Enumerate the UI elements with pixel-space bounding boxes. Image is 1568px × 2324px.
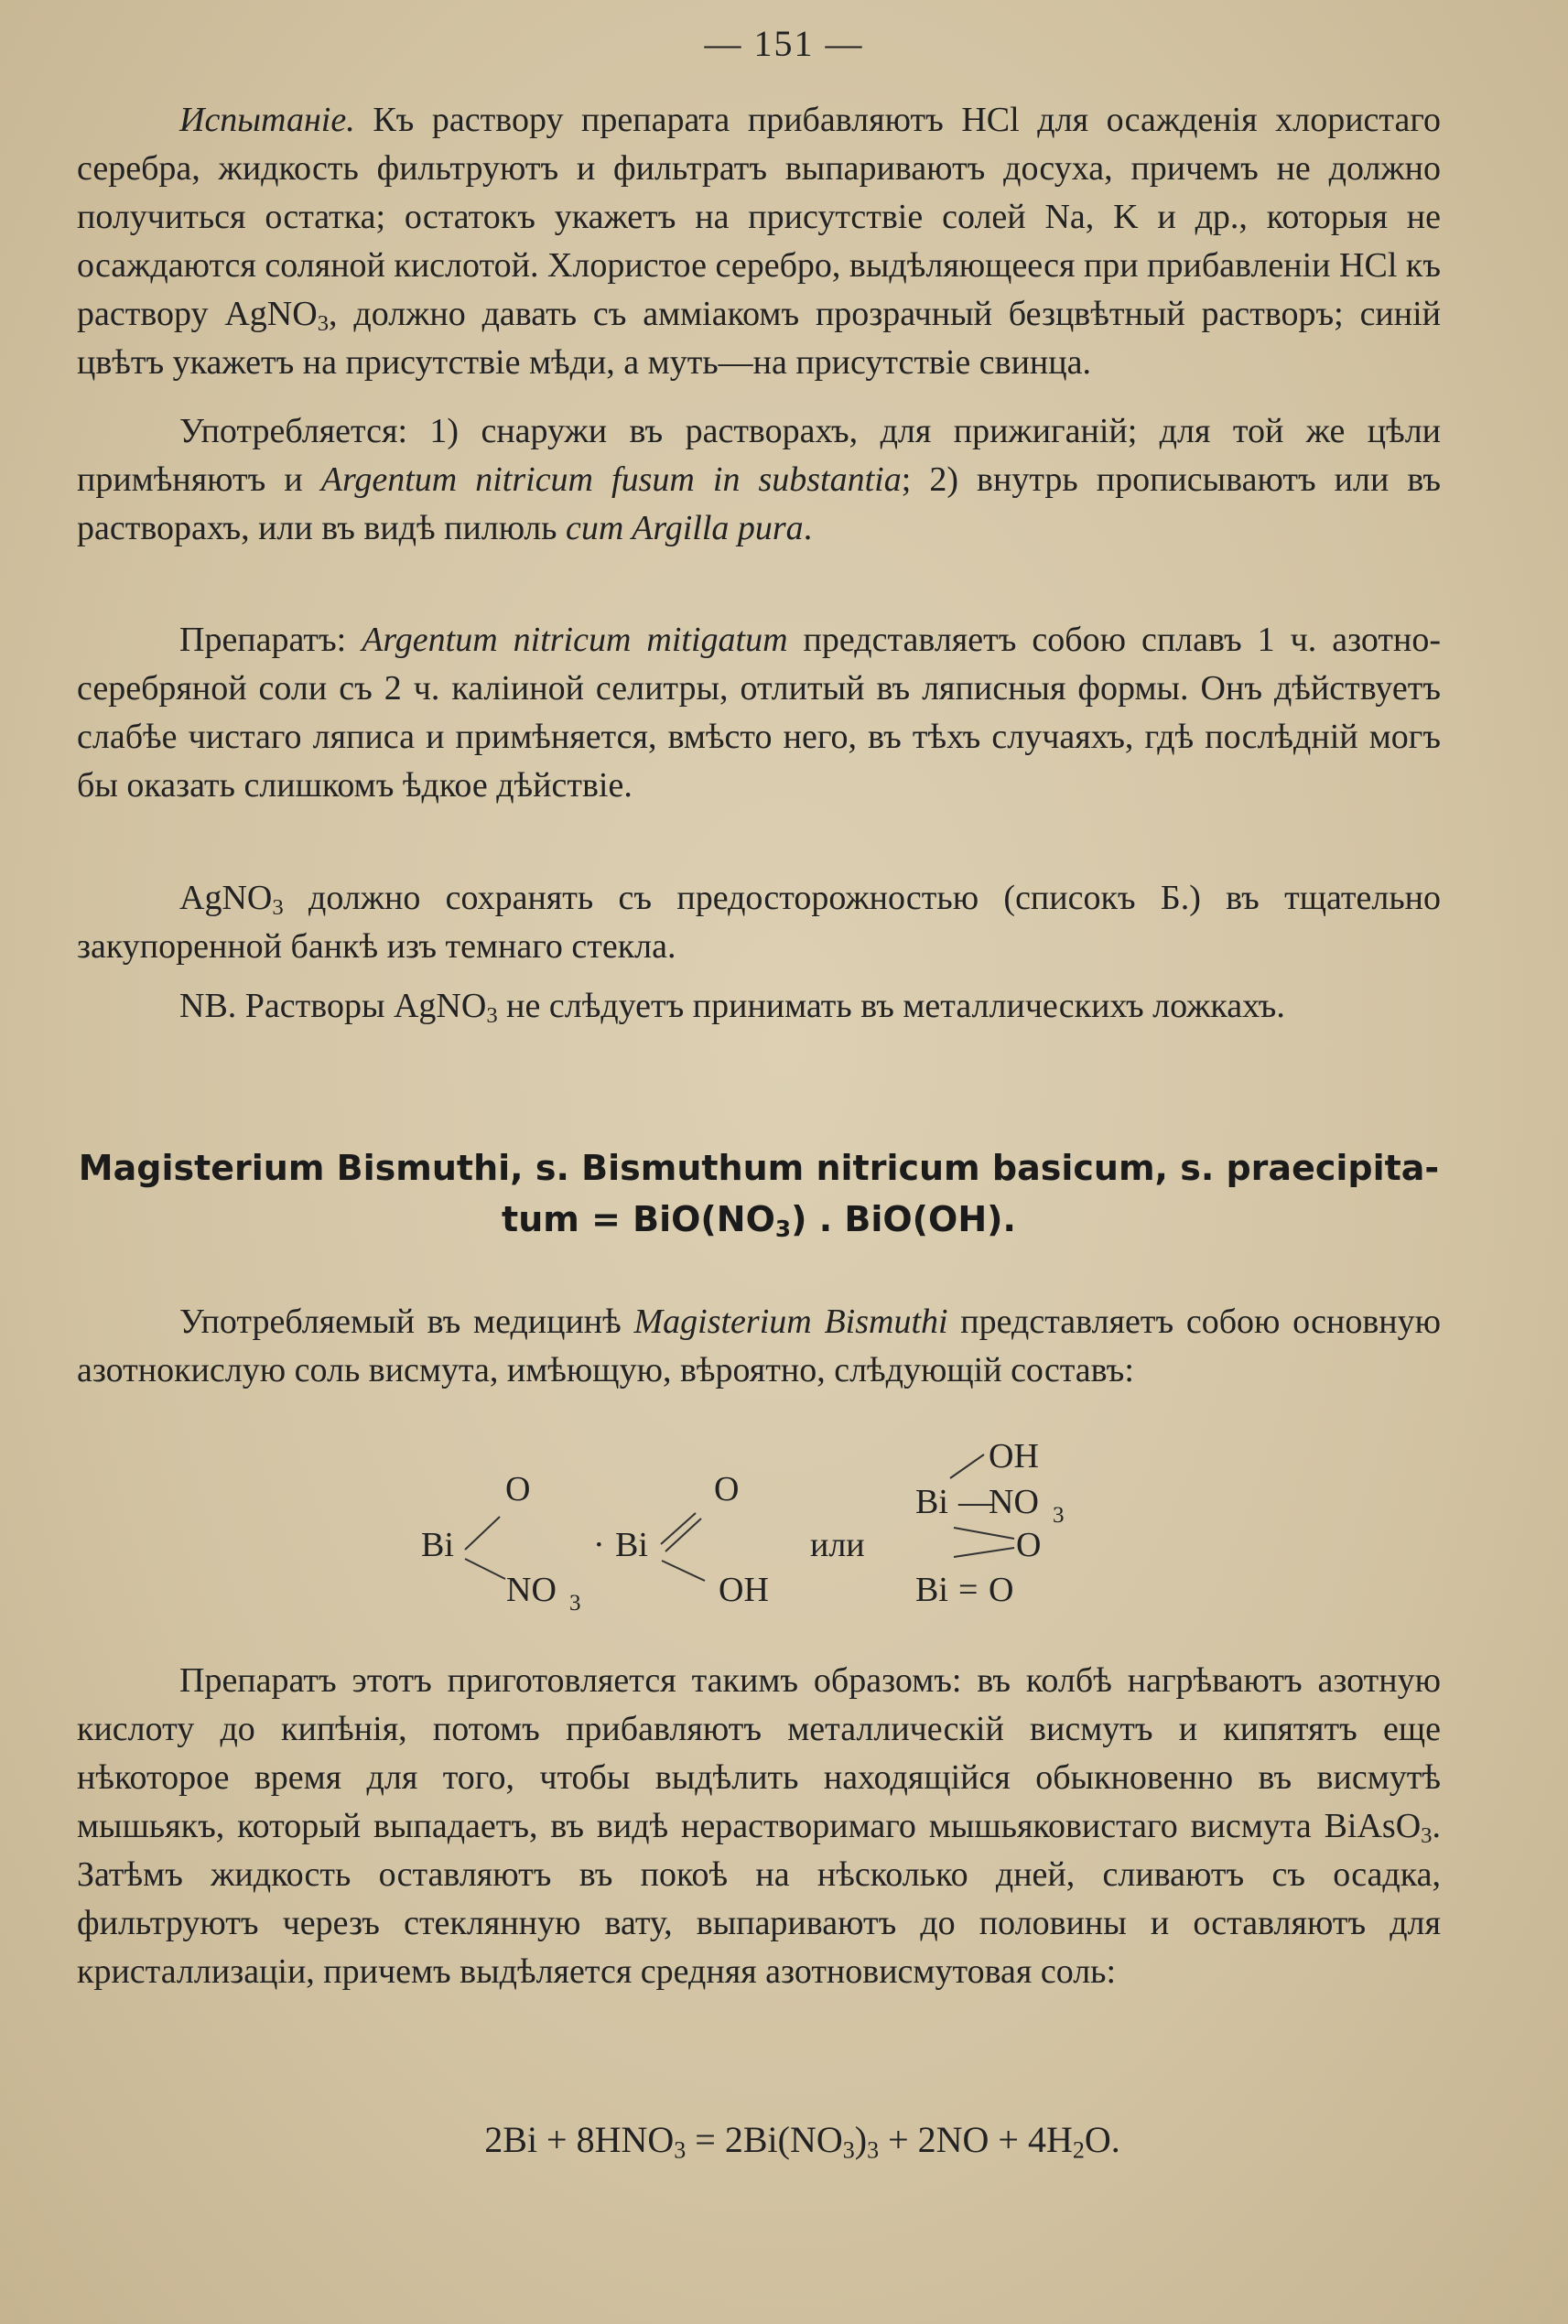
page-number: — 151 — bbox=[704, 23, 864, 64]
formula3-nitrate-sub: 3 bbox=[1053, 1503, 1065, 1528]
storage-pre: AgNO bbox=[179, 879, 273, 917]
eq-sub-d: 2 bbox=[1072, 2136, 1085, 2164]
ispytanie-sub: 3 bbox=[317, 311, 330, 337]
eq-part-d: + 2NO + 4H bbox=[879, 2119, 1073, 2160]
eq-part-b: = 2Bi(NO bbox=[686, 2119, 843, 2160]
note-sub: 3 bbox=[486, 1003, 498, 1029]
formula2-hydroxyl: OH bbox=[719, 1571, 769, 1609]
ispytanie-text: Къ раствору препарата прибавляютъ HCl для осажденія хлористаго серебра, жидкость фильтруютъ и фильтратъ выпариваютъ досуха, причемъ не должно получиться остатка; остатокъ укажетъ на присутствіе солей Na, K и др., которыя не осаждаются соляной кислотой. Хлористое серебро, выдѣляющееся при прибавленіи HCl къ раствору AgNO bbox=[77, 101, 1441, 333]
eq-part-c: ) bbox=[854, 2119, 868, 2160]
eq-sub-a: 3 bbox=[674, 2136, 687, 2164]
note-pre: NB. Растворы AgNO bbox=[179, 987, 487, 1025]
section-heading bbox=[77, 1142, 1441, 1245]
heading-line2-post: ) . BiO(OH). bbox=[791, 1199, 1016, 1239]
formula2-oxygen: O bbox=[714, 1470, 740, 1508]
heading-line2-sub: 3 bbox=[774, 1216, 792, 1243]
storage-text: должно сохранять съ предосторожностью (списокъ Б.) въ тщательно закупоренной банкѣ изъ темнаго стекла. bbox=[77, 879, 1441, 966]
method-rest: . Затѣмъ жидкость оставляютъ въ покоѣ на нѣсколько дней, сливаютъ съ осадка, фильтруютъ черезъ стеклянную вату, выпариваютъ до половины и оставляютъ для кристаллизаціи, причемъ выдѣляется средняя азотновисмутовая соль: bbox=[77, 1807, 1441, 1991]
usage-latin2: cum Argilla pura bbox=[566, 509, 804, 547]
formula3-bond-bridge-upper bbox=[954, 1528, 1014, 1539]
paragraph-method bbox=[77, 1657, 1441, 1996]
formula3-oxygen: O bbox=[989, 1571, 1014, 1609]
storage-sub: 3 bbox=[272, 895, 284, 921]
paragraph-storage bbox=[77, 874, 1441, 971]
formula1-nitrate-sub: 3 bbox=[569, 1591, 581, 1616]
formula2-bismuth: Bi bbox=[615, 1526, 648, 1564]
preparation-part1: Препаратъ: bbox=[179, 621, 362, 659]
formula2-bond-lower bbox=[662, 1561, 705, 1581]
formula1-oxygen: O bbox=[505, 1470, 531, 1508]
reaction-equation bbox=[0, 2114, 1568, 2166]
heading-line1: Magisterium Bismuthi, s. Bismuthum nitricum basicum, s. praecipita- bbox=[78, 1148, 1440, 1188]
paragraph-note bbox=[77, 982, 1441, 1031]
formula-dot: · bbox=[593, 1526, 605, 1564]
usage-latin1: Argentum nitricum fusum in substantia bbox=[320, 460, 902, 499]
method-sub: 3 bbox=[1421, 1823, 1433, 1849]
formula1-bismuth: Bi bbox=[421, 1526, 454, 1564]
ispytanie-rest: , должно давать съ амміакомъ прозрачный безцвѣтный растворъ; синій цвѣтъ укажетъ на присутствіе мѣди, а муть—на присутствіе свинца. bbox=[77, 295, 1441, 382]
preparation-latin: Argentum nitricum mitigatum bbox=[362, 621, 788, 659]
formula3-bismuth-bottom: Bi bbox=[915, 1571, 948, 1609]
formula3-bridge-oxygen: O bbox=[1016, 1526, 1042, 1564]
formula1-nitrate: NO bbox=[506, 1571, 557, 1609]
preparation-part2: представляетъ собою сплавъ 1 ч. азотно-серебряной соли съ 2 ч. каліиной селитры, отлитый въ ляписныя формы. Онъ дѣйствуетъ слабѣе чистаго ляписа и примѣняется, вмѣсто него, въ тѣхъ случаяхъ, гдѣ послѣдній могъ бы оказать слишкомъ ѣдкое дѣйствіе. bbox=[77, 621, 1441, 805]
eq-part-a: 2Bi + 8HNO bbox=[484, 2119, 675, 2160]
usage-part2: ; 2) внутрь прописываютъ или въ растворахъ, или въ видѣ пилюль bbox=[77, 460, 1441, 547]
formula3-bismuth-top: Bi bbox=[915, 1483, 948, 1521]
eq-sub-b: 3 bbox=[842, 2136, 855, 2164]
ispytanie-label: Испытаніе. bbox=[179, 101, 355, 139]
note-text: не слѣдуетъ принимать въ металлическихъ ложкахъ. bbox=[497, 987, 1285, 1025]
usage-part3: . bbox=[803, 509, 813, 547]
formula1-bond-lower bbox=[465, 1559, 505, 1579]
eq-part-e: O. bbox=[1084, 2119, 1120, 2160]
formula3-hydroxyl: OH bbox=[989, 1442, 1039, 1475]
formula3-bond-double: = bbox=[958, 1571, 979, 1609]
formula3-nitrate: NO bbox=[989, 1483, 1039, 1521]
formula3-bond-dash: — bbox=[958, 1483, 993, 1521]
paragraph-usage bbox=[77, 407, 1441, 553]
magisterium-part2: представляетъ собою основную азотнокислую соль висмута, имѣющую, вѣроятно, слѣдующій составъ: bbox=[77, 1303, 1441, 1389]
magisterium-latin: Magisterium Bismuthi bbox=[633, 1303, 948, 1341]
heading-line2 bbox=[77, 1194, 1441, 1245]
formula3-bond-bridge-lower bbox=[954, 1548, 1014, 1557]
method-text: Препаратъ этотъ приготовляется такимъ образомъ: въ колбѣ нагрѣваютъ азотную кислоту до кипѣнія, потомъ прибавляютъ металлическій висмутъ и кипятятъ еще нѣкоторое время для того, чтобы выдѣлить находящійся обыкновенно въ висмутѣ мышьякъ, который выпадаетъ, въ видѣ нерастворимаго мышьяковистаго висмута BiAsO bbox=[77, 1661, 1441, 1845]
paragraph-ispytanie bbox=[77, 96, 1441, 387]
magisterium-part1: Употребляемый въ медицинѣ bbox=[179, 1303, 634, 1341]
usage-part1: Употребляется: 1) снаружи въ растворахъ, для прижиганій; для той же цѣли примѣняютъ и bbox=[77, 412, 1441, 499]
formula1-bond-upper bbox=[465, 1517, 500, 1550]
eq-sub-c: 3 bbox=[867, 2136, 880, 2164]
paragraph-preparation bbox=[77, 616, 1441, 810]
structural-formula bbox=[403, 1442, 1135, 1634]
formula-or: или bbox=[810, 1526, 865, 1564]
heading-line2-pre: tum = BiO(NO bbox=[502, 1199, 775, 1239]
paragraph-magisterium bbox=[77, 1298, 1441, 1395]
formula3-bond-oh bbox=[950, 1454, 984, 1478]
